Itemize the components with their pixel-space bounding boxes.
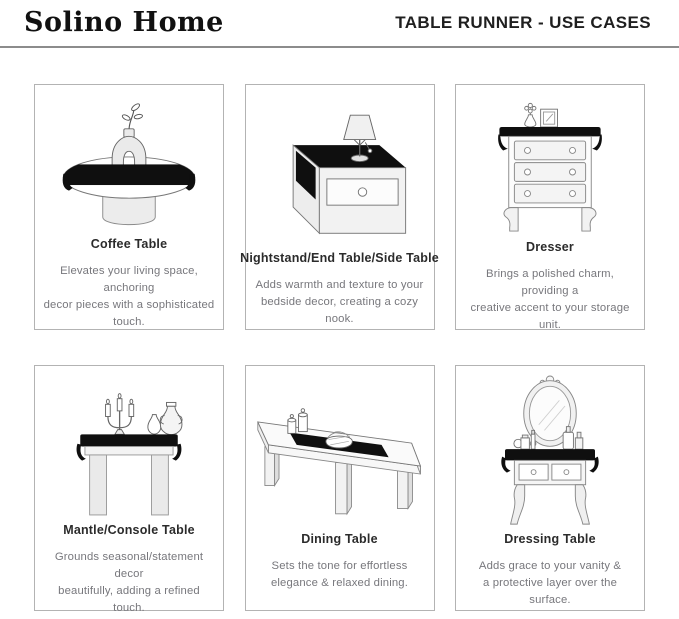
card-description: Grounds seasonal/statement decor beautifully, adding a refined touch.: [54, 551, 204, 614]
mantle-console-table-icon: [54, 376, 204, 517]
card-title: Nightstand/End Table/Side Table: [240, 251, 439, 265]
card-title: Dresser: [526, 240, 574, 254]
card-title: Mantle/Console Table: [63, 523, 195, 537]
dressing-table-icon: [475, 376, 625, 526]
table-runner: [62, 164, 197, 185]
card-nightstand: [240, 84, 439, 330]
card-title: Dining Table: [301, 532, 378, 546]
use-case-grid: [34, 84, 645, 614]
brand-logo: Solino Home: [24, 6, 224, 38]
table-runner: [505, 449, 595, 460]
card-description: Sets the tone for effortless elegance & relaxed dining.: [270, 560, 409, 589]
coffee-table-icon: [54, 95, 204, 231]
card-dining-table: [245, 365, 435, 611]
card-description: Adds grace to your vanity & a protective layer over the surface.: [478, 560, 622, 606]
card-coffee-table: [34, 84, 224, 330]
card-dresser: [455, 84, 645, 330]
page-header: [0, 0, 679, 48]
dresser-icon: [475, 95, 625, 234]
card-description: Brings a polished charm, providing a creative accent to your storage unit.: [470, 268, 630, 331]
table-runner: [80, 434, 178, 446]
dining-table-icon: [247, 376, 433, 526]
card-description: Elevates your living space, anchoring decor pieces with a sophisticated touch.: [43, 265, 215, 328]
card-description: Adds warmth and texture to your bedside decor, creating a cozy nook.: [255, 279, 424, 325]
card-mantle-console-table: [34, 365, 224, 614]
page-title: TABLE RUNNER - USE CASES: [395, 13, 651, 32]
card-title: Coffee Table: [90, 237, 168, 251]
card-dressing-table: [455, 365, 645, 611]
nightstand-icon: [265, 95, 415, 245]
card-title: Dressing Table: [504, 532, 596, 546]
table-runner: [499, 127, 600, 136]
